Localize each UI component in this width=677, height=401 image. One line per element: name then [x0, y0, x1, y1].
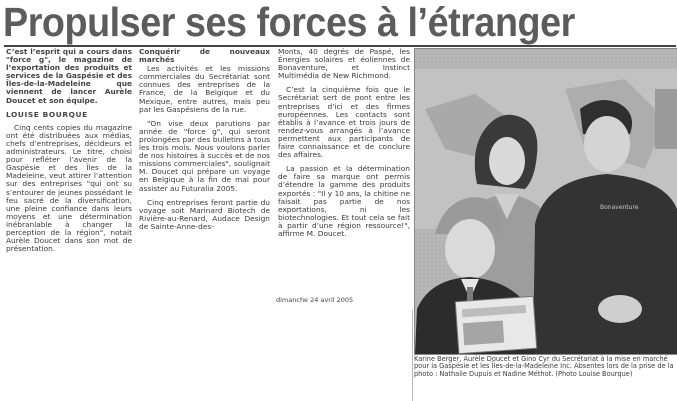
blank-area: [0, 310, 412, 401]
column-1: [6, 48, 132, 259]
byline: LOUISE BOURQUE: [6, 109, 88, 119]
divider: [412, 310, 413, 401]
headline: Propulser ses forces à l’étranger: [3, 0, 575, 45]
photo: [414, 48, 677, 355]
body-paragraph-6: C’est la cinquième fois que le Secrétariat sert de pont entre les entreprises d’ici et des firmes européennes. Les contacts sont établis à l’avance et trois jours de rendez-vous arrangés à l’avance permettent aux participants de faire connaissance et de conclure des affaires.: [278, 85, 410, 160]
column-3: [278, 48, 410, 244]
lead-paragraph: C’est l’esprit qui a cours dans "force g", le magazine de l’exportation des produits et services de la Gaspésie et des Îles-de-la-Madeleine que viennent de lancer Aurèle Doucet et son équipe.: [6, 47, 132, 105]
body-paragraph-5: Monts, 40 degrés de Paspé, les Énergies solaires et éoliennes de Bonaventure, et Instinct Multimédia de New Richmond.: [278, 47, 410, 81]
photo-caption: Karine Berger, Aurèle Doucet et Gino Cyr du Secrétariat à la mise en marché pour la Gaspésie et les Îles-de-la-Madeleine Inc. Absentes lors de la prise de la photo : Nathalie Dupuis et Nadine Méthot. (Photo Louise Bourque): [414, 355, 674, 378]
shirt-text: Bonaventure: [600, 204, 639, 211]
dateline: dimanche 24 avril 2005: [276, 296, 354, 304]
column-2: [139, 48, 270, 237]
subheading: Conquérir de nouveaux marchés: [139, 47, 270, 65]
body-paragraph-3: "On vise deux parutions par année de "force g", qui seront prolongées par des bulletins à tous les trois mois. Nous voulons parler de nos histoires à succès et de nos missions commerciales", soulignait M. Doucet qui prépare un voyage en Belgique à la fin de mai pour assister au Futuralia 2005.: [139, 118, 270, 193]
body-paragraph-2: Les activités et les missions commerciales du Secrétariat sont connues des entreprises de la France, de la Belgique et du Mexique, entre autres, mais peu par les Gaspésiens de la rue.: [139, 64, 270, 114]
body-paragraph-7: La passion et la détermination de faire sa marque ont permis d’étendre la gamme des produits exportés : "Il y 10 ans, la chitine ne faisait pas partie de nos exportations, ni les biotechnologies. Et tout cela se fait à partir d’une région ressource!", affirme M. Doucet.: [278, 164, 410, 238]
body-paragraph-4: Cinq entreprises feront partie du voyage soit Marinard Biotech de Rivière-au-Renard, Audace Design de Sainte-Anne-des-: [139, 197, 270, 231]
body-paragraph-1: Cinq cents copies du magazine ont été distribuées aux médias, chefs d’entreprises, décideurs et administrateurs. Le titre, choisi pour refléter l’avenir de la Gaspésie et des Îles de la Madeleine, veut attirer l’attention sur des entreprises "qui ont su s’entourer de jeunes possédant le feu sacré de la diversification, une pleine confiance dans leurs moyens et une détermination inébranlable à changer la perception de la région", notait Aurèle Doucet dans son mot de présentation.: [6, 122, 132, 254]
group-photo-illustration: [415, 49, 677, 354]
